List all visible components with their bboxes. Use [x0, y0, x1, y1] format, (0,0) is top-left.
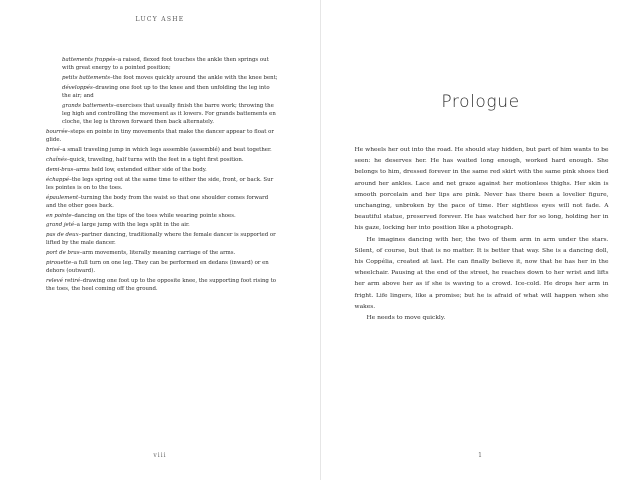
- glossary-term: pirouette: [46, 260, 72, 267]
- page-number-right: 1: [478, 452, 483, 459]
- page-number-left: viii: [153, 452, 167, 459]
- glossary-term: demi-bras: [46, 166, 74, 173]
- chapter-title: Prologue: [441, 92, 520, 112]
- glossary-entry: [46, 146, 280, 154]
- glossary-entry: [46, 249, 280, 257]
- glossary-entry: [46, 74, 280, 82]
- glossary-term: développés: [62, 84, 93, 91]
- glossary-entry: [46, 156, 280, 164]
- glossary-term: petits battements: [62, 74, 111, 81]
- glossary-term: épaulement: [46, 194, 79, 201]
- glossary-entry: [46, 166, 280, 174]
- glossary-term: brisé: [46, 146, 60, 153]
- glossary-entry: [46, 194, 280, 210]
- glossary-term: battements frappés: [62, 57, 116, 63]
- right-page: [321, 0, 640, 480]
- glossary-entry: [46, 231, 280, 247]
- glossary-definition: –a large jump with the legs split in the air.: [74, 222, 190, 229]
- glossary-definition: –a raised, flexed foot touches the ankle then springs out with great energy to a pointed position;: [62, 57, 269, 72]
- glossary-definition: –steps en pointe in tiny movements that make the dancer appear to float or glide.: [46, 128, 274, 144]
- running-head-author: LUCY ASHE: [135, 16, 185, 23]
- glossary-entry: [46, 84, 280, 100]
- glossary-term: échappé: [46, 176, 69, 183]
- glossary-definition: –quick, traveling, half turns with the feet in a tight first position.: [66, 156, 244, 163]
- glossary-term: bourrée: [46, 128, 68, 135]
- glossary-entry: [46, 176, 280, 192]
- prologue-text: [355, 144, 609, 323]
- ballet-glossary: [46, 56, 280, 295]
- glossary-term: chaînés: [46, 156, 67, 163]
- glossary-definition: –turning the body from the waist so that one shoulder comes forward and the other goes back.: [46, 194, 269, 209]
- glossary-entry: [46, 102, 280, 126]
- glossary-definition: –partner dancing, traditionally where the female dancer is supported or lifted by the male dancer.: [46, 232, 276, 247]
- glossary-term: pas de deux: [46, 232, 79, 239]
- glossary-definition: –arms held low, extended either side of the body.: [73, 166, 207, 173]
- glossary-term: grands battements: [62, 102, 114, 109]
- paragraph: He imagines dancing with her, the two of them arm in arm under the stars. Silent, of course, but that is no matter. It is better that way. She is a dancing doll, his Coppélia, created at last. He can finally believe it, now that he has her in the wheelchair. Pausing at the end of the street, he reaches down to her wrist and lifts her arm above her as if she is waving to a crowd. Ice-cold. He drops her arm in fright. Life lingers, like a promise; but he is afraid of what will happen when she wakes.: [354, 235, 609, 310]
- glossary-definition: –a small traveling jump in which legs assemble (assemblé) and beat together.: [59, 146, 272, 153]
- glossary-definition: –exercises that usually finish the barre work; throwing the leg high and controlling the movement as it lowers. For grands battements en cloche, the leg is thrown forward then back alternately.: [62, 102, 276, 126]
- glossary-entry: [46, 277, 280, 293]
- glossary-term: relevé retiré: [46, 278, 81, 285]
- glossary-entry: [46, 259, 280, 275]
- glossary-entry: [46, 221, 280, 229]
- paragraph: He needs to move quickly.: [366, 314, 446, 322]
- glossary-definition: –drawing one foot up to the knee and then unfolding the leg into the air; and: [62, 84, 270, 99]
- glossary-term: port de bras: [46, 250, 80, 257]
- glossary-term: grand jeté: [46, 222, 75, 229]
- glossary-definition: –the foot moves quickly around the ankle with the knee bent;: [110, 74, 278, 81]
- glossary-definition: –a full turn on one leg. They can be performed en dedans (inward) or en dehors (outward).: [46, 260, 269, 275]
- glossary-term: en pointe: [46, 212, 72, 219]
- glossary-entry: [46, 56, 280, 72]
- glossary-definition: –the legs spring out at the same time to either the side, front, or back. Sur les pointes is on to the toes.: [46, 176, 274, 191]
- glossary-definition: –dancing on the tips of the toes while wearing pointe shoes.: [71, 212, 236, 219]
- paragraph: He wheels her out into the road. He should stay hidden, but part of him wants to be seen: he deserves her. He has waited long enough, worked hard enough. She belongs to him, dressed forever in the same red skirt with the same pink shoes tied around her ankles. Lace and net graze against her motionless thighs. Her skin is smooth porcelain and her lips are pink. Never has there been a lovelier figure, unchanging, unbroken by the pace of time. Her sightless eyes will not fade. A beautiful statue, preserved forever. He has watched her for so long, holding her in his gaze, locking her into position like a photograph.: [354, 146, 609, 232]
- glossary-entry: [46, 212, 280, 220]
- glossary-definition: –drawing one foot up to the opposite knee, the supporting foot rising to the toes, the heel coming off the ground.: [46, 278, 276, 293]
- glossary-definition: –arm movements, literally meaning carriage of the arms.: [79, 250, 236, 257]
- glossary-entry: [46, 128, 280, 144]
